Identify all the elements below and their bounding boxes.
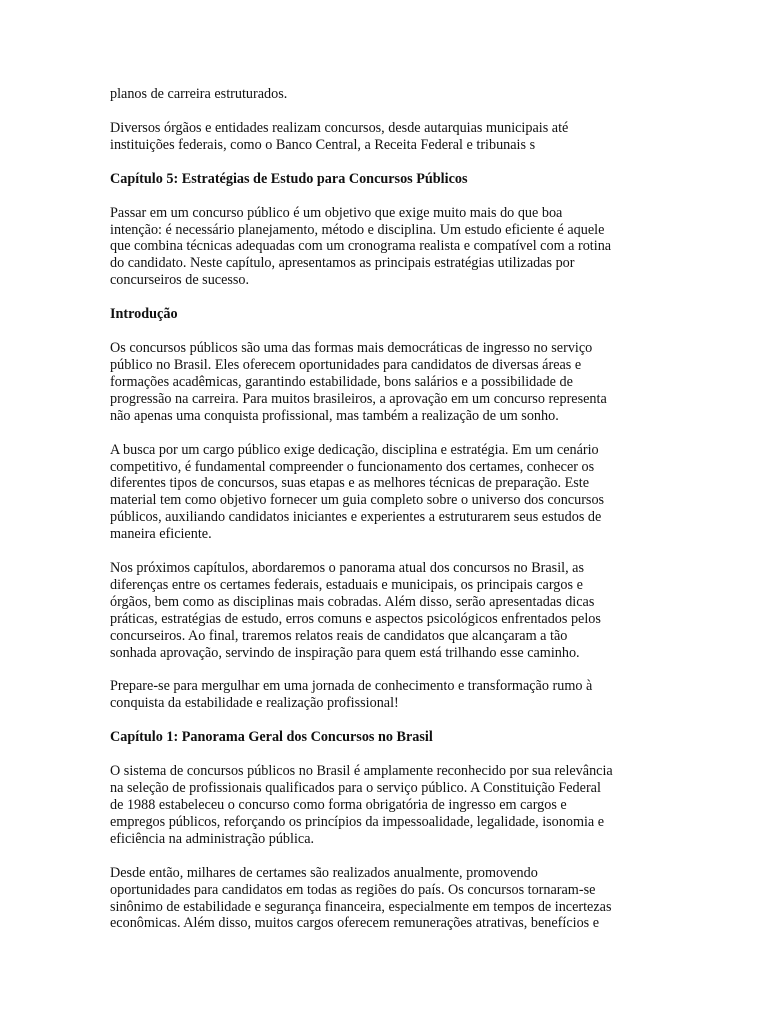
paragraph: Nos próximos capítulos, abordaremos o panorama atual dos concursos no Brasil, as diferenças entre os certames federais, estaduais e municipais, os principais cargos e órgãos, bem como as disciplinas mais cobradas. Além disso, serão apresentadas dicas práticas, estratégias de estudo, erros comuns e aspectos psicológicos enfrentados pelos concurseiros. Ao final, traremos relatos reais de candidatos que alcançaram a tão sonhada aprovação, servindo de inspiração para quem está trilhando esse caminho.	[110, 560, 601, 661]
chapter-heading: Capítulo 5: Estratégias de Estudo para Concursos Públicos	[110, 170, 468, 187]
paragraph: Diversos órgãos e entidades realizam concursos, desde autarquias municipais até instituições federais, como o Banco Central, a Receita Federal e tribunais s	[110, 119, 569, 153]
chapter-heading: Capítulo 1: Panorama Geral dos Concursos no Brasil	[110, 729, 433, 746]
paragraph: O sistema de concursos públicos no Brasil é amplamente reconhecido por sua relevância na seleção de profissionais qualificados para o serviço público. A Constituição Federal de 1988 estabeleceu o concurso como forma obrigatória de ingresso em cargos e empregos públicos, reforçando os princípios da impessoalidade, legalidade, isonomia e eficiência na administração pública.	[110, 763, 613, 847]
paragraph: Passar em um concurso público é um objetivo que exige muito mais do que boa intenção: é necessário planejamento, método e disciplina. Um estudo eficiente é aquele que combina técnicas adequadas com um cronograma realista e compatível com a rotina do candidato. Neste capítulo, apresentamos as principais estratégias utilizadas por concurseiros de sucesso.	[110, 204, 612, 289]
document-page	[110, 86, 662, 949]
paragraph: Prepare-se para mergulhar em uma jornada de conhecimento e transformação rumo à conquista da estabilidade e realização profissional!	[110, 678, 593, 712]
paragraph: Desde então, milhares de certames são realizados anualmente, promovendo oportunidades para candidatos em todas as regiões do país. Os concursos tornaram-se sinônimo de estabilidade e segurança financeira, especialmente em tempos de incertezas econômicas. Além disso, muitos cargos oferecem remunerações atrativas, benefícios e	[110, 864, 612, 932]
paragraph: Os concursos públicos são uma das formas mais democráticas de ingresso no serviço público no Brasil. Eles oferecem oportunidades para candidatos de diversas áreas e formações acadêmicas, garantindo estabilidade, bons salários e a possibilidade de progressão na carreira. Para muitos brasileiros, a aprovação em um concurso representa não apenas uma conquista profissional, mas também a realização de um sonho.	[110, 340, 607, 424]
paragraph: A busca por um cargo público exige dedicação, disciplina e estratégia. Em um cenário competitivo, é fundamental compreender o funcionamento dos certames, conhecer os diferentes tipos de concursos, suas etapas e as melhores técnicas de preparação. Este material tem como objetivo fornecer um guia completo sobre o universo dos concursos públicos, auxiliando candidatos iniciantes e experientes a estruturarem seus estudos de maneira eficiente.	[110, 441, 605, 543]
paragraph: planos de carreira estruturados.	[110, 86, 288, 102]
section-heading: Introdução	[110, 306, 178, 323]
